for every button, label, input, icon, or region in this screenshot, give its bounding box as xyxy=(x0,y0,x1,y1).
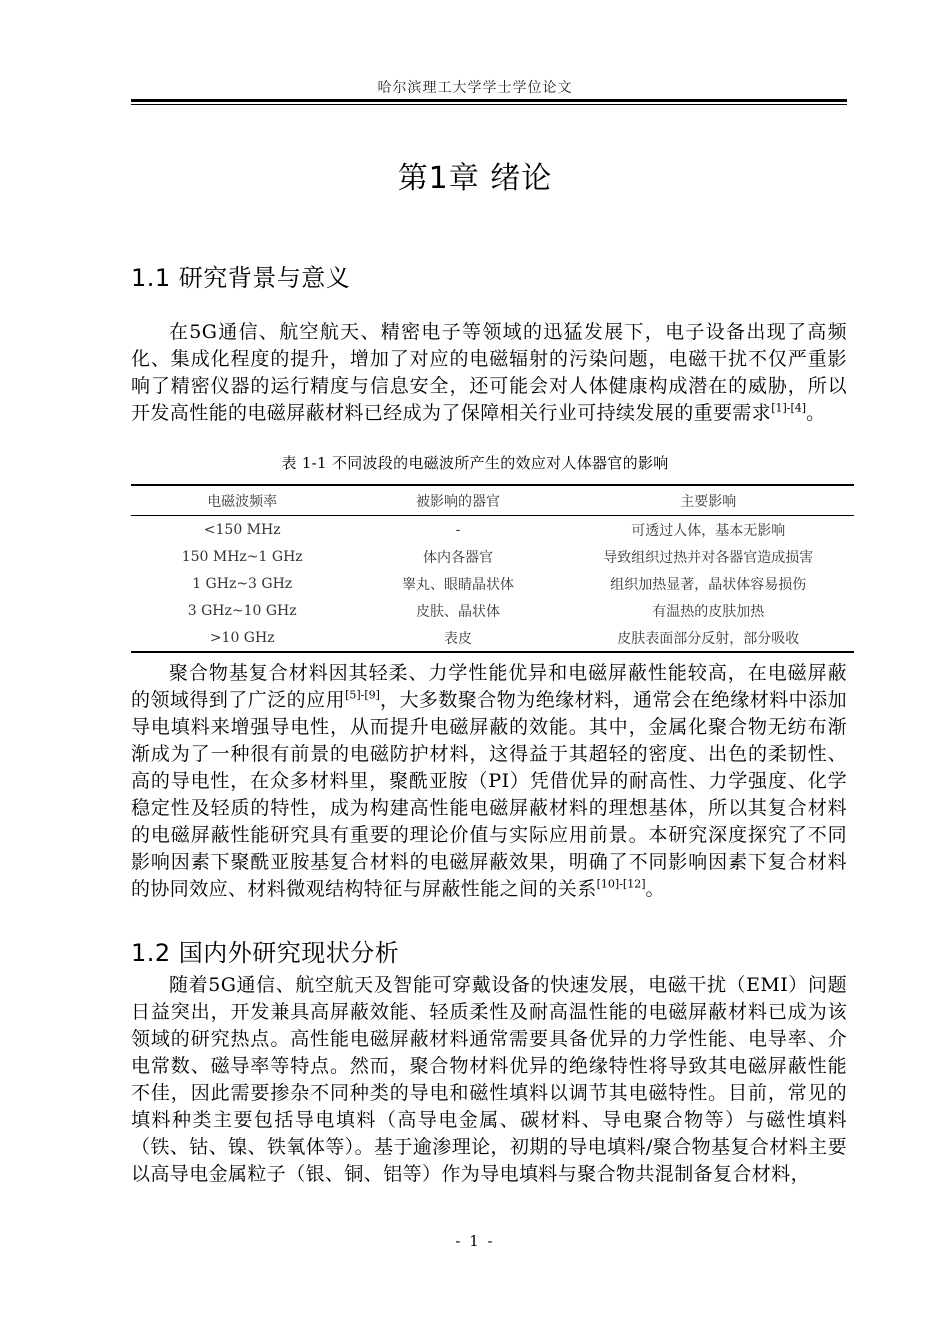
table-header-cell: 电磁波频率 xyxy=(131,485,353,516)
paragraph-text: 聚合物基复合材料因其轻柔、力学性能优异和电磁屏蔽性能较高，在电磁屏蔽的领域得到了广泛的应用 xyxy=(131,662,847,711)
table-cell: 可透过人体，基本无影响 xyxy=(631,522,786,539)
table-row xyxy=(131,516,854,544)
page-number: - 1 - xyxy=(455,1232,495,1250)
paragraph-composites xyxy=(131,660,847,903)
paragraph-background xyxy=(131,319,847,427)
chapter-title: 第1章 绪论 xyxy=(397,161,553,196)
table-row xyxy=(131,624,854,652)
table-row xyxy=(131,543,854,570)
citation-ref: [1]-[4] xyxy=(771,401,807,415)
table-cell: 睾丸、眼睛晶状体 xyxy=(401,576,514,593)
table-caption: 表 1-1 不同波段的电磁波所产生的效应对人体器官的影响 xyxy=(281,454,669,472)
effects-table xyxy=(131,484,854,653)
paragraph-end: 。 xyxy=(806,402,826,424)
table-cell: - xyxy=(455,521,461,538)
paragraph-text: ，大多数聚合物为绝缘材料，通常会在绝缘材料中添加导电填料来增强导电性，从而提升电磁屏蔽的效能。其中，金属化聚合物无纺布渐渐成为了一种很有前景的电磁防护材料，这得益于其超轻的密度、出色的柔韧性、高的导电性，在众多材料里，聚酰亚胺（PI）凭借优异的耐高性、力学强度、化学稳定性及轻质的特性，成为构建高性能电磁屏蔽材料的理想基体，所以其复合材料的电磁屏蔽性能研究具有重要的理论价值与实际应用前景。本研究深度探究了不同影响因素下聚酰亚胺基复合材料的电磁屏蔽效果，明确了不同影响因素下复合材料的协同效应、材料微观结构特征与屏蔽性能之间的关系 xyxy=(131,689,847,900)
table-cell: 皮肤表面部分反射，部分吸收 xyxy=(563,624,854,652)
table-cell: 1 GHz~3 GHz xyxy=(192,575,293,592)
header-rule-thin xyxy=(131,104,847,105)
paragraph-research-status: 随着5G通信、航空航天及智能可穿戴设备的快速发展，电磁干扰（EMI）问题日益突出，开发兼具高屏蔽效能、轻质柔性及耐高温性能的电磁屏蔽材料已成为该领域的研究热点。高性能电磁屏蔽材料通常需要具备优异的力学性能、电导率、介电常数、磁导率等特点。然而，聚合物材料优异的绝缘特性将导致其电磁屏蔽性能不佳，因此需要掺杂不同种类的导电和磁性填料以调节其电磁特性。目前，常见的填料种类主要包括导电填料（高导电金属、碳材料、导电聚合物等）与磁性填料（铁、钴、镍、铁氧体等）。基于逾渗理论，初期的导电填料/聚合物基复合材料主要以高导电金属粒子（银、铜、铝等）作为导电填料与聚合物共混制备复合材料， xyxy=(131,974,847,1185)
table-cell: 组织加热显著，晶状体容易损伤 xyxy=(610,576,807,593)
running-header: 哈尔滨理工大学学士学位论文 xyxy=(377,80,573,96)
paragraph-end: 。 xyxy=(645,878,665,900)
header-rule-thick xyxy=(131,99,847,102)
table-row xyxy=(131,570,854,597)
table-header-cell: 被影响的器官 xyxy=(353,485,562,516)
table-cell: >10 GHz xyxy=(131,624,353,652)
table-cell: 150 MHz~1 GHz xyxy=(181,548,303,565)
table-cell: 体内各器官 xyxy=(422,549,493,566)
table-header-cell: 主要影响 xyxy=(563,485,854,516)
table-cell: 有温热的皮肤加热 xyxy=(652,603,765,620)
table-header-row xyxy=(131,485,854,516)
section-heading-1-2: 1.2 国内外研究现状分析 xyxy=(131,939,400,967)
paragraph-text: 在5G通信、航空航天、精密电子等领域的迅猛发展下，电子设备出现了高频化、集成化程度的提升，增加了对应的电磁辐射的污染问题，电磁干扰不仅严重影响了精密仪器的运行精度与信息安全，还可能会对人体健康构成潜在的威胁，所以开发高性能的电磁屏蔽材料已经成为了保障相关行业可持续发展的重要需求 xyxy=(131,321,847,424)
table-cell: 导致组织过热并对各器官造成损害 xyxy=(603,549,814,566)
citation-ref: [5]-[9] xyxy=(345,688,380,702)
table-cell: <150 MHz xyxy=(203,521,281,538)
citation-ref: [10]-[12] xyxy=(596,877,646,891)
table-cell: 皮肤、晶状体 xyxy=(415,603,500,620)
table-cell: 3 GHz~10 GHz xyxy=(187,602,297,619)
table-cell: 表皮 xyxy=(353,624,562,652)
section-heading-1-1: 1.1 研究背景与意义 xyxy=(131,264,351,292)
table-row xyxy=(131,597,854,624)
